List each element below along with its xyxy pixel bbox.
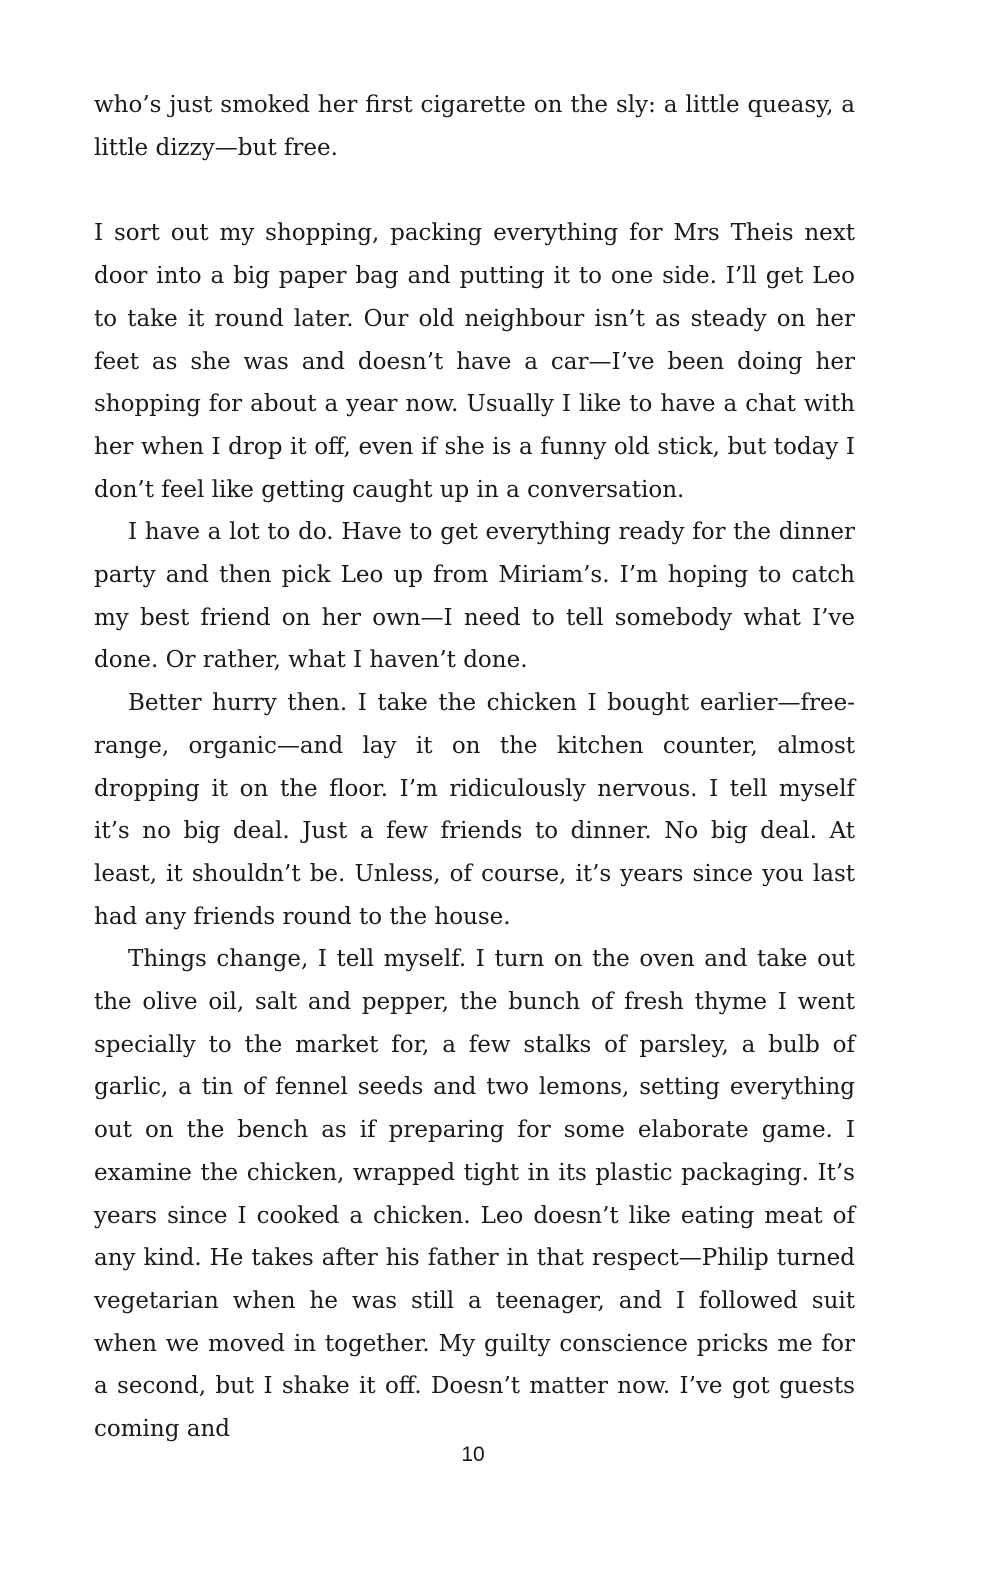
page-number: 10 <box>461 1443 485 1466</box>
paragraph-todo: I have a lot to do. Have to get everything ready for the dinner party and then pick Leo up from Miriam’s. I’m hoping to catch my best friend on her own—I need to tell somebody what I’ve done. Or rather, what I haven’t done. <box>94 519 855 674</box>
body-text <box>94 84 855 1451</box>
paragraph-continuation: who’s just smoked her first cigarette on the sly: a little queasy, a little dizzy—but free. <box>94 92 855 161</box>
paragraph-things-change: Things change, I tell myself. I turn on the oven and take out the olive oil, salt and pepper, the bunch of fresh thyme I went specially to the market for, a few stalks of parsley, a bulb of garlic, a tin of fennel seeds and two lemons, setting everything out on the bench as if preparing for some elaborate game. I examine the chicken, wrapped tight in its plastic packaging. It’s years since I cooked a chicken. Leo doesn’t like eating meat of any kind. He takes after his father in that respect—Philip turned vegetarian when he was still a teenager, and I followed suit when we moved in together. My guilty conscience pricks me for a second, but I shake it off. Doesn’t matter now. I’ve got guests coming and <box>94 946 855 1443</box>
paragraph-chicken: Better hurry then. I take the chicken I bought earlier—free-range, organic—and lay it on the kitchen counter, almost dropping it on the floor. I’m ridiculously nervous. I tell myself it’s no big deal. Just a few friends to dinner. No big deal. At least, it shouldn’t be. Unless, of course, it’s years since you last had any friends round to the house. <box>94 690 855 930</box>
paragraph-shopping: I sort out my shopping, packing everything for Mrs Theis next door into a big paper bag and putting it to one side. I’ll get Leo to take it round later. Our old neighbour isn’t as steady on her feet as she was and doesn’t have a car—I’ve been doing her shopping for about a year now. Usually I like to have a chat with her when I drop it off, even if she is a funny old stick, but today I don’t feel like getting caught up in a conversation. <box>94 220 855 503</box>
